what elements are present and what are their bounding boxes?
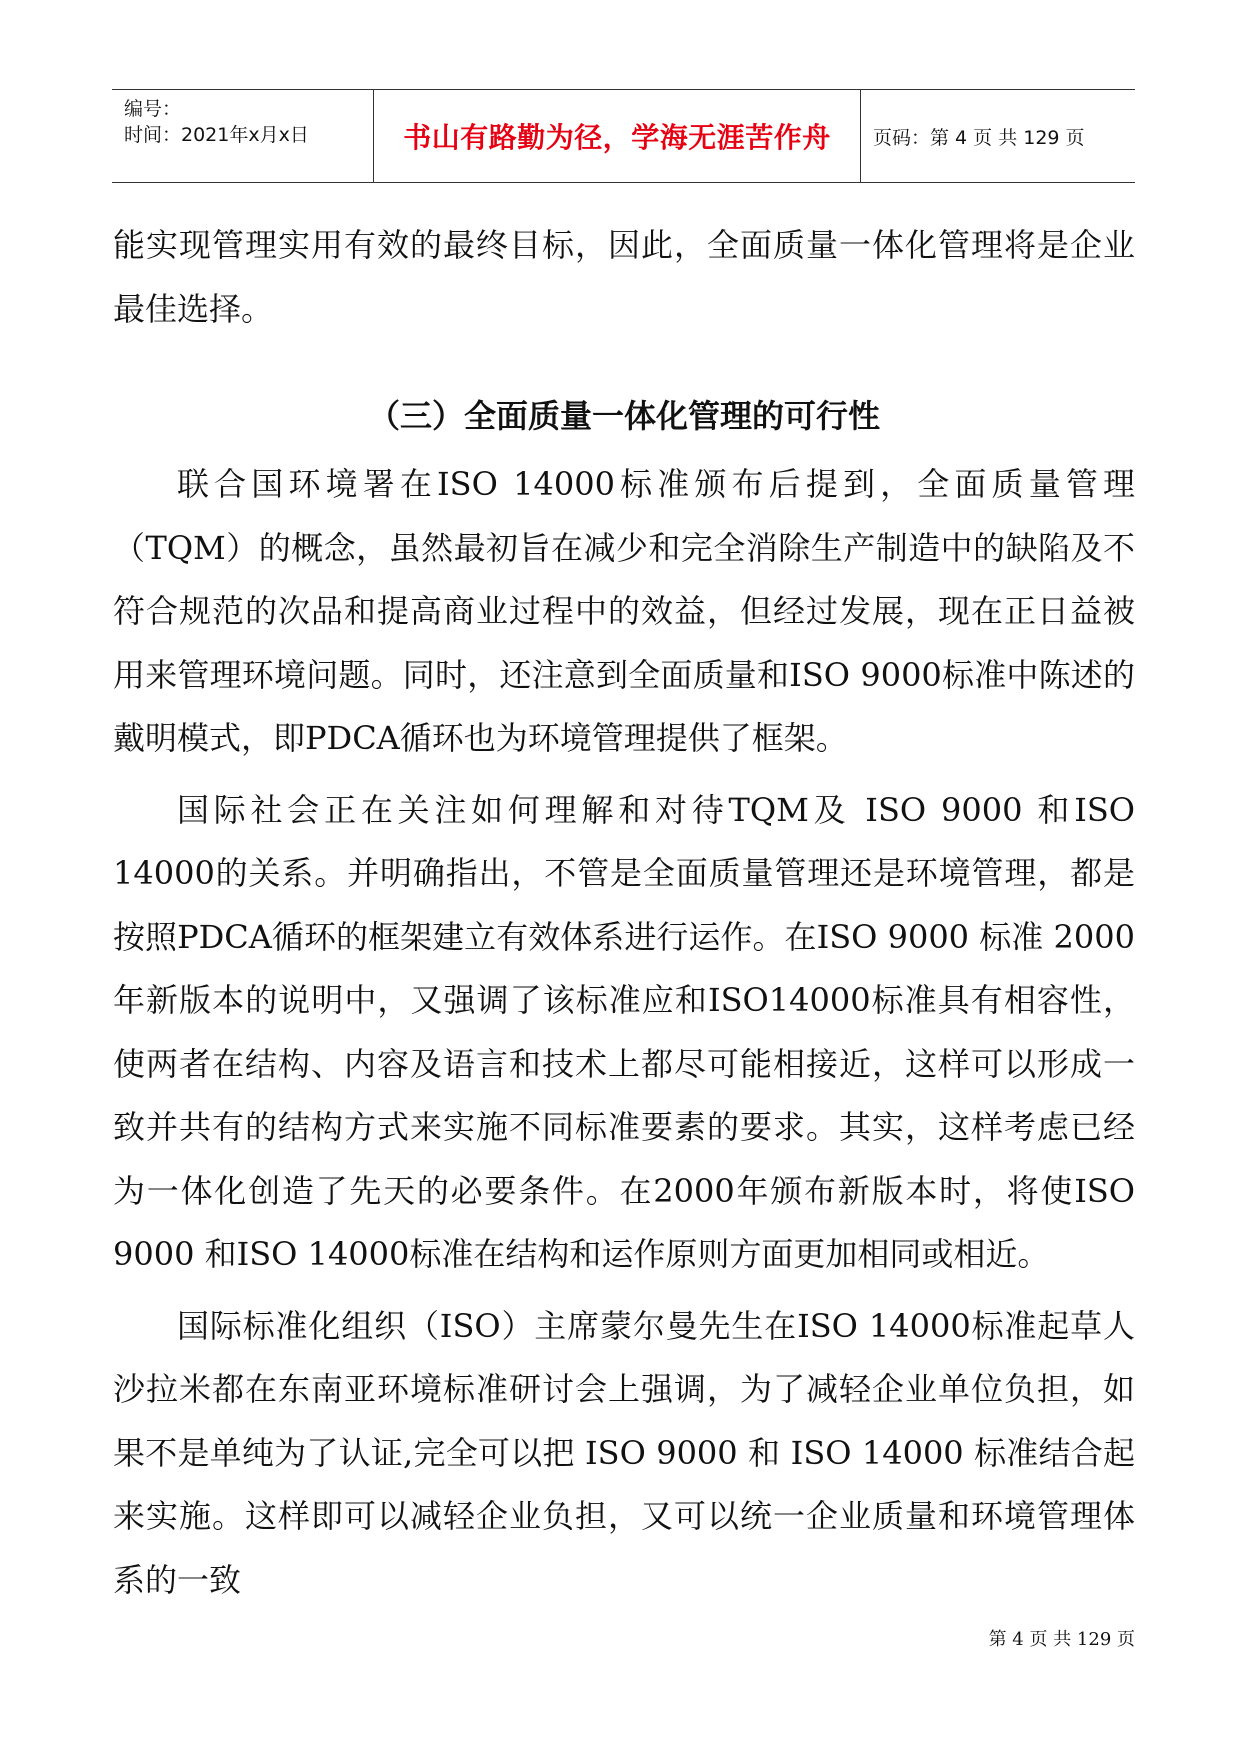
section-spacer — [113, 341, 1135, 381]
document-time-label: 时间：2021年x月x日 — [124, 124, 309, 146]
header-page-code: 页码：第 4 页 共 129 页 — [873, 126, 1085, 149]
document-header — [112, 89, 1135, 183]
paragraph-iso-chairman: 国际标准化组织（ISO）主席蒙尔曼先生在ISO 14000标准起草人沙拉米都在东南亚环境标准研讨会上强调，为了减轻企业单位负担，如果不是单纯为了认证,完全可以把 ISO 9000 和 ISO 14000 标准结合起来实施。这样即可以减轻企业负担，又可以统一企业质量和环境管理体系的一致 — [113, 1306, 1135, 1599]
header-motto: 书山有路勤为径，学海无涯苦作舟 — [403, 121, 831, 154]
page-footer: 第 4 页 共 129 页 — [988, 1629, 1135, 1650]
document-number-label: 编号： — [124, 98, 182, 120]
paragraph-continued: 能实现管理实用有效的最终目标，因此，全面质量一体化管理将是企业最佳选择。 — [113, 226, 1135, 328]
header-meta-cell — [112, 90, 373, 182]
header-page-cell — [861, 90, 1135, 182]
paragraph-international: 国际社会正在关注如何理解和对待TQM及 ISO 9000 和ISO 14000的关系。并明确指出，不管是全面质量管理还是环境管理，都是按照PDCA循环的框架建立有效体系进行运作。在ISO 9000 标准 2000 年新版本的说明中，又强调了该标准应和ISO14000标准具有相容性，使两者在结构、内容及语言和技术上都尽可能相接近，这样可以形成一致并共有的结构方式来实施不同标准要素的要求。其实，这样考虑已经为一体化创造了先天的必要条件。在2000年颁布新版本时，将使ISO 9000 和ISO 14000标准在结构和运作原则方面更加相同或相近。 — [113, 790, 1135, 1273]
paragraph-unep: 联合国环境署在ISO 14000标准颁布后提到，全面质量管理（TQM）的概念，虽然最初旨在减少和完全消除生产制造中的缺陷及不符合规范的次品和提高商业过程中的效益，但经过发展，现在正日益被用来管理环境问题。同时，还注意到全面质量和ISO 9000标准中陈述的戴明模式，即PDCA循环也为环境管理提供了框架。 — [113, 465, 1135, 757]
section-heading: （三）全面质量一体化管理的可行性 — [367, 397, 880, 435]
document-body — [113, 214, 1135, 1612]
header-motto-cell — [373, 90, 861, 182]
